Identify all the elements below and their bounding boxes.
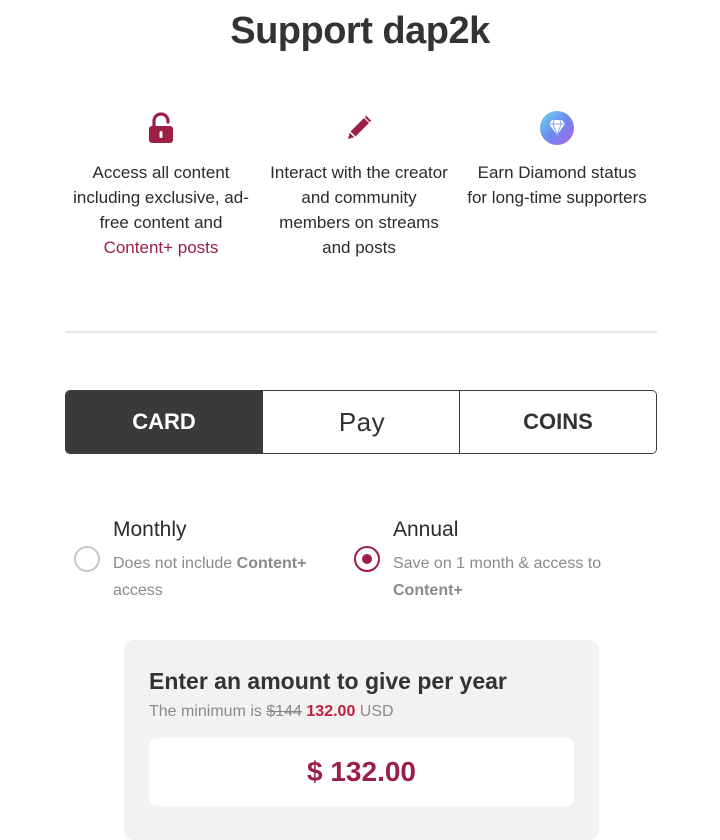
plan-monthly-desc: Does not include Content+ access — [113, 555, 307, 599]
tab-apple-pay[interactable] — [262, 391, 459, 453]
unlock-icon — [141, 108, 181, 148]
feature-diamond — [458, 108, 656, 260]
amount-panel — [124, 640, 599, 840]
feature-interact — [260, 108, 458, 260]
apple-pay-label: Pay — [338, 406, 386, 437]
feature-access-text: Access all content including exclusive, ad-free content and Content+ posts — [73, 163, 249, 257]
feature-diamond-text: Earn Diamond status for long-time supporters — [467, 163, 647, 207]
plan-monthly-label: Monthly — [113, 518, 187, 541]
plan-annual-desc: Save on 1 month & access to Content+ — [393, 555, 602, 599]
tab-card[interactable]: CARD — [66, 391, 262, 453]
amount-input[interactable]: $ 132.00 — [149, 738, 574, 806]
content-plus-link[interactable]: Content+ posts — [103, 238, 219, 257]
plan-annual-label: Annual — [393, 518, 459, 541]
new-minimum: 132.00 — [306, 703, 356, 720]
tab-coins[interactable]: COINS — [459, 391, 656, 453]
old-minimum: $144 — [266, 703, 302, 720]
plan-annual-radio[interactable] — [354, 546, 380, 572]
feature-access — [62, 108, 260, 260]
amount-minimum: The minimum is $144 132.00 USD — [149, 703, 394, 720]
amount-title: Enter an amount to give per year — [149, 668, 507, 694]
pencil-icon — [339, 108, 379, 148]
feature-interact-text: Interact with the creator and community members on streams and posts — [270, 163, 448, 257]
plan-monthly-radio[interactable] — [74, 546, 100, 572]
page-title: Support dap2k — [230, 10, 490, 52]
divider — [65, 331, 657, 333]
diamond-icon — [537, 108, 577, 148]
features-row — [62, 108, 658, 260]
payment-method-tabs — [65, 390, 657, 454]
